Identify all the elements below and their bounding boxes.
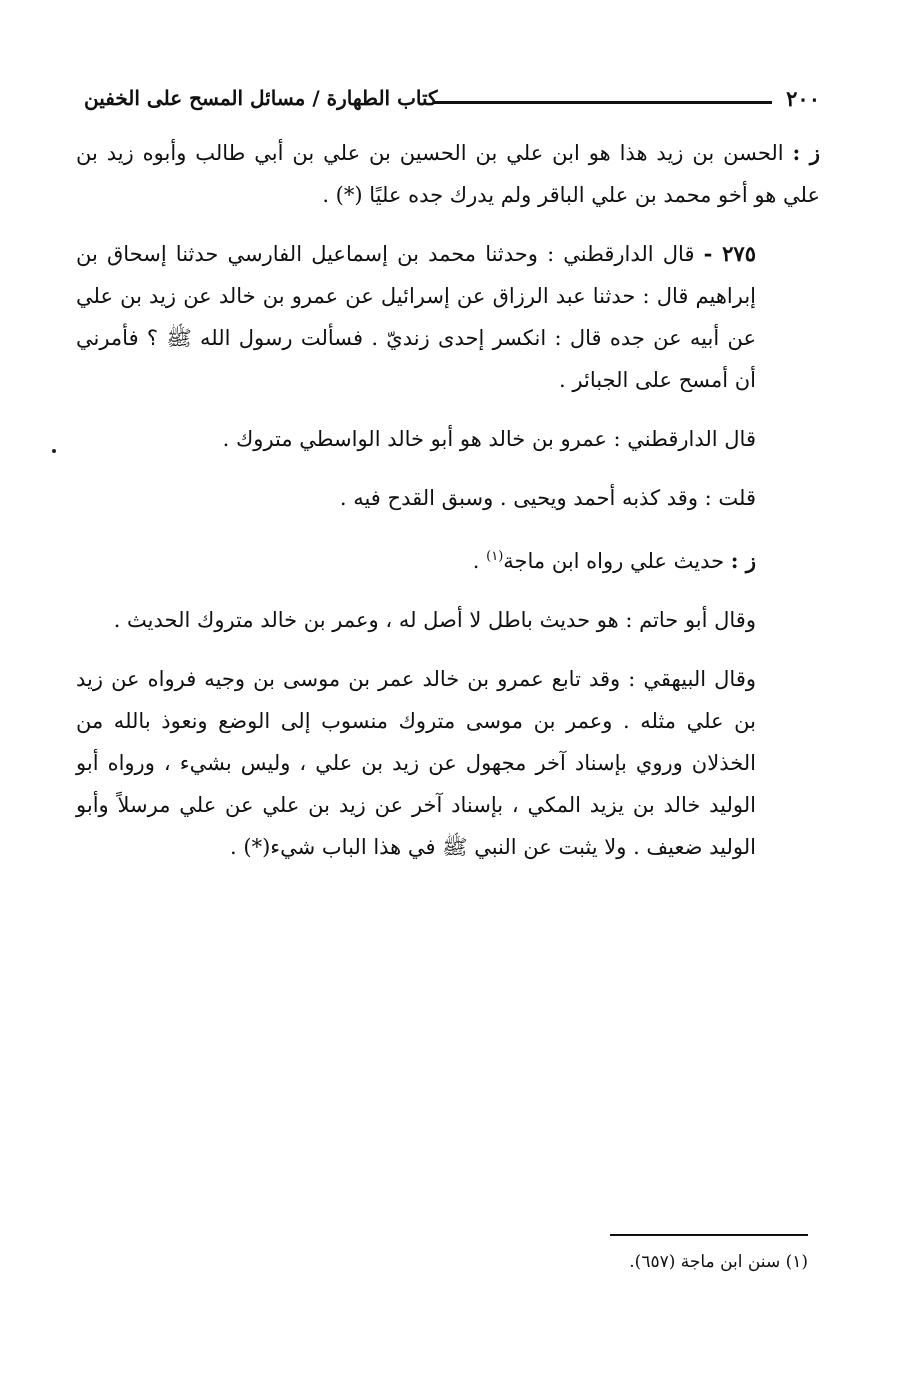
paragraph-abu-hatim [76, 599, 820, 641]
paragraph-tail: . [472, 549, 487, 573]
main-text [76, 132, 820, 868]
paragraph-qultu [76, 477, 820, 519]
paragraph-text: حديث علي رواه ابن ماجة [503, 549, 725, 573]
paragraph-text: وقال البيهقي : وقد تابع عمرو بن خالد عمر بن موسى بن وجيه فرواه عن زيد بن علي مثله . وعمر بن موسى متروك منسوب إلى الوضع ونعوذ بالله من الخذلان وروي بإسناد آخر مجهول عن زيد بن علي ، وليس بشيء ، ورواه أبو الوليد خالد بن يزيد المكي ، بإسناد آخر عن زيد بن علي عن علي مرسلاً وأبو الوليد ضعيف . ولا يثبت عن النبي ﷺ في هذا الباب شيء(*) . [76, 667, 756, 859]
hadith-number: ٢٧٥ - [703, 241, 756, 266]
paragraph-zaid-note [76, 132, 820, 216]
page-number: ٢٠٠ [786, 86, 820, 111]
footnote: (١) سنن ابن ماجة (٦٥٧). [629, 1252, 808, 1272]
paragraph-text: الحسن بن زيد هذا هو ابن علي بن الحسين بن علي بن أبي طالب وأبوه زيد بن علي هو أخو محمد بن علي الباقر ولم يدرك جده عليًا (*) . [76, 141, 820, 207]
paragraph-text: قال الدارقطني : عمرو بن خالد هو أبو خالد الواسطي متروك . [222, 427, 756, 451]
paragraph-text: وقال أبو حاتم : هو حديث باطل لا أصل له ، وعمر بن خالد متروك الحديث . [113, 608, 756, 632]
running-header [84, 84, 820, 120]
paragraph-bayhaqi [76, 658, 820, 868]
paragraph-lead: ز : [792, 140, 820, 165]
paragraph-daraqutni [76, 418, 820, 460]
running-title: كتاب الطهارة / مسائل المسح على الخفين [84, 86, 438, 110]
footnote-ref[interactable]: (١) [486, 549, 504, 564]
paragraph-ibn-majah [76, 536, 820, 582]
hadith-275 [76, 233, 820, 401]
margin-dot [52, 449, 56, 453]
footnote-rule [610, 1234, 808, 1236]
paragraph-lead: ز : [730, 548, 756, 573]
header-rule [434, 101, 772, 104]
paragraph-text: قال الدارقطني : وحدثنا محمد بن إسماعيل الفارسي حدثنا إسحاق بن إبراهيم قال : حدثنا عبد الرزاق عن إسرائيل عن عمرو بن خالد عن زيد بن علي عن أبيه عن جده قال : انكسر إحدى زنديّ . فسألت رسول الله ﷺ ؟ فأمرني أن أمسح على الجبائر . [76, 242, 756, 392]
paragraph-text: قلت : وقد كذبه أحمد ويحيى . وسبق القدح فيه . [339, 486, 756, 510]
